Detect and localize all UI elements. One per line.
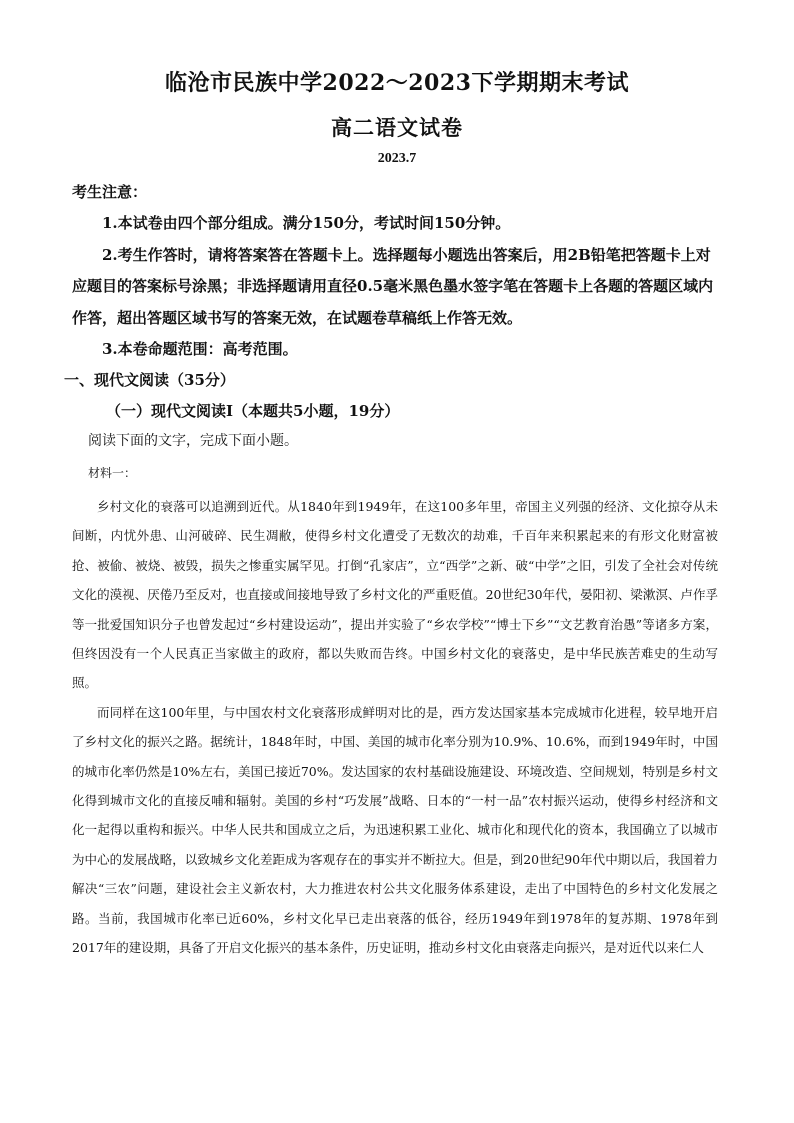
- notice-item: 2.考生作答时，请将答案答在答题卡上。选择题每小题选出答案后，用2B铅笔把答题卡上对应题目的答案标号涂黑；非选择题请用直径0.5毫米黑色墨水签字笔在答题卡上各题的答题区域内作答，超出答题区域书写的答案无效，在试题卷草稿纸上作答无效。: [72, 245, 714, 327]
- exam-date: 2023.7: [377, 151, 417, 166]
- notice-list: [72, 208, 722, 366]
- exam-subtitle: 高二语文试卷: [331, 115, 463, 140]
- notice-item: 1.本试卷由四个部分组成。满分150分，考试时间150分钟。: [102, 214, 511, 232]
- material-paragraph: 而同样在这100年里，与中国农村文化衰落形成鲜明对比的是，西方发达国家基本完成城市化进程，较早地开启了乡村文化的振兴之路。据统计，1848年时，中国、美国的城市化率分别为10.9%、10.6%，而到1949年时，中国的城市化率仍然是10%左右，美国已接近70%。发达国家的农村基础设施建设、环境改造、空间规划，特别是乡村文化得到城市文化的直接反哺和辐射。美国的乡村“巧发展”战略、日本的“一村一品”农村振兴运动，使得乡村经济和文化一起得以重构和振兴。中华人民共和国成立之后，为迅速积累工业化、城市化和现代化的资本，我国确立了以城市为中心的发展战略，以致城乡文化差距成为客观存在的事实并不断拉大。但是，到20世纪90年代中期以后，我国着力解决“三农”问题，建设社会主义新农村，大力推进农村公共文化服务体系建设，走出了中国特色的乡村文化发展之路。当前，我国城市化率已近60%，乡村文化早已走出衰落的低谷，经历1949年到1978年的复苏期、1978年到2017年的建设期，具备了开启文化振兴的基本条件，历史证明，推动乡村文化由衰落走向振兴，是对近代以来仁人: [72, 704, 718, 956]
- material-label: 材料一：: [88, 466, 137, 480]
- notice-heading: 考生注意：: [72, 183, 148, 201]
- material-text: [72, 492, 718, 963]
- reading-instruction: 阅读下面的文字，完成下面小题。: [88, 433, 298, 449]
- subsection-title: （一）现代文阅读Ⅰ（本题共5小题，19分）: [106, 402, 400, 420]
- section-title: 一、现代文阅读（35分）: [64, 371, 235, 389]
- exam-title: 临沧市民族中学2022～2023下学期期末考试: [165, 70, 629, 96]
- material-paragraph: 乡村文化的衰落可以追溯到近代。从1840年到1949年，在这100多年里，帝国主义列强的经济、文化掠夺从未间断，内忧外患、山河破碎、民生凋敝，使得乡村文化遭受了无数次的劫难，千百年来积累起来的有形文化财富被抢、被偷、被烧、被毁，损失之惨重实属罕见。打倒“孔家店”，立“西学”之新、破“中学”之旧，引发了全社会对传统文化的漠视、厌倦乃至反对，也直接或间接地导致了乡村文化的严重贬值。20世纪30年代，晏阳初、梁漱溟、卢作孚等一批爱国知识分子也曾发起过“乡村建设运动”，提出并实验了“乡农学校”“博士下乡”“文艺教育治愚”等诸多方案，但终因没有一个人民真正当家做主的政府，都以失败而告终。中国乡村文化的衰落史，是中华民族苦难史的生动写照。: [72, 499, 718, 691]
- notice-item: 3.本卷命题范围：高考范围。: [102, 340, 298, 358]
